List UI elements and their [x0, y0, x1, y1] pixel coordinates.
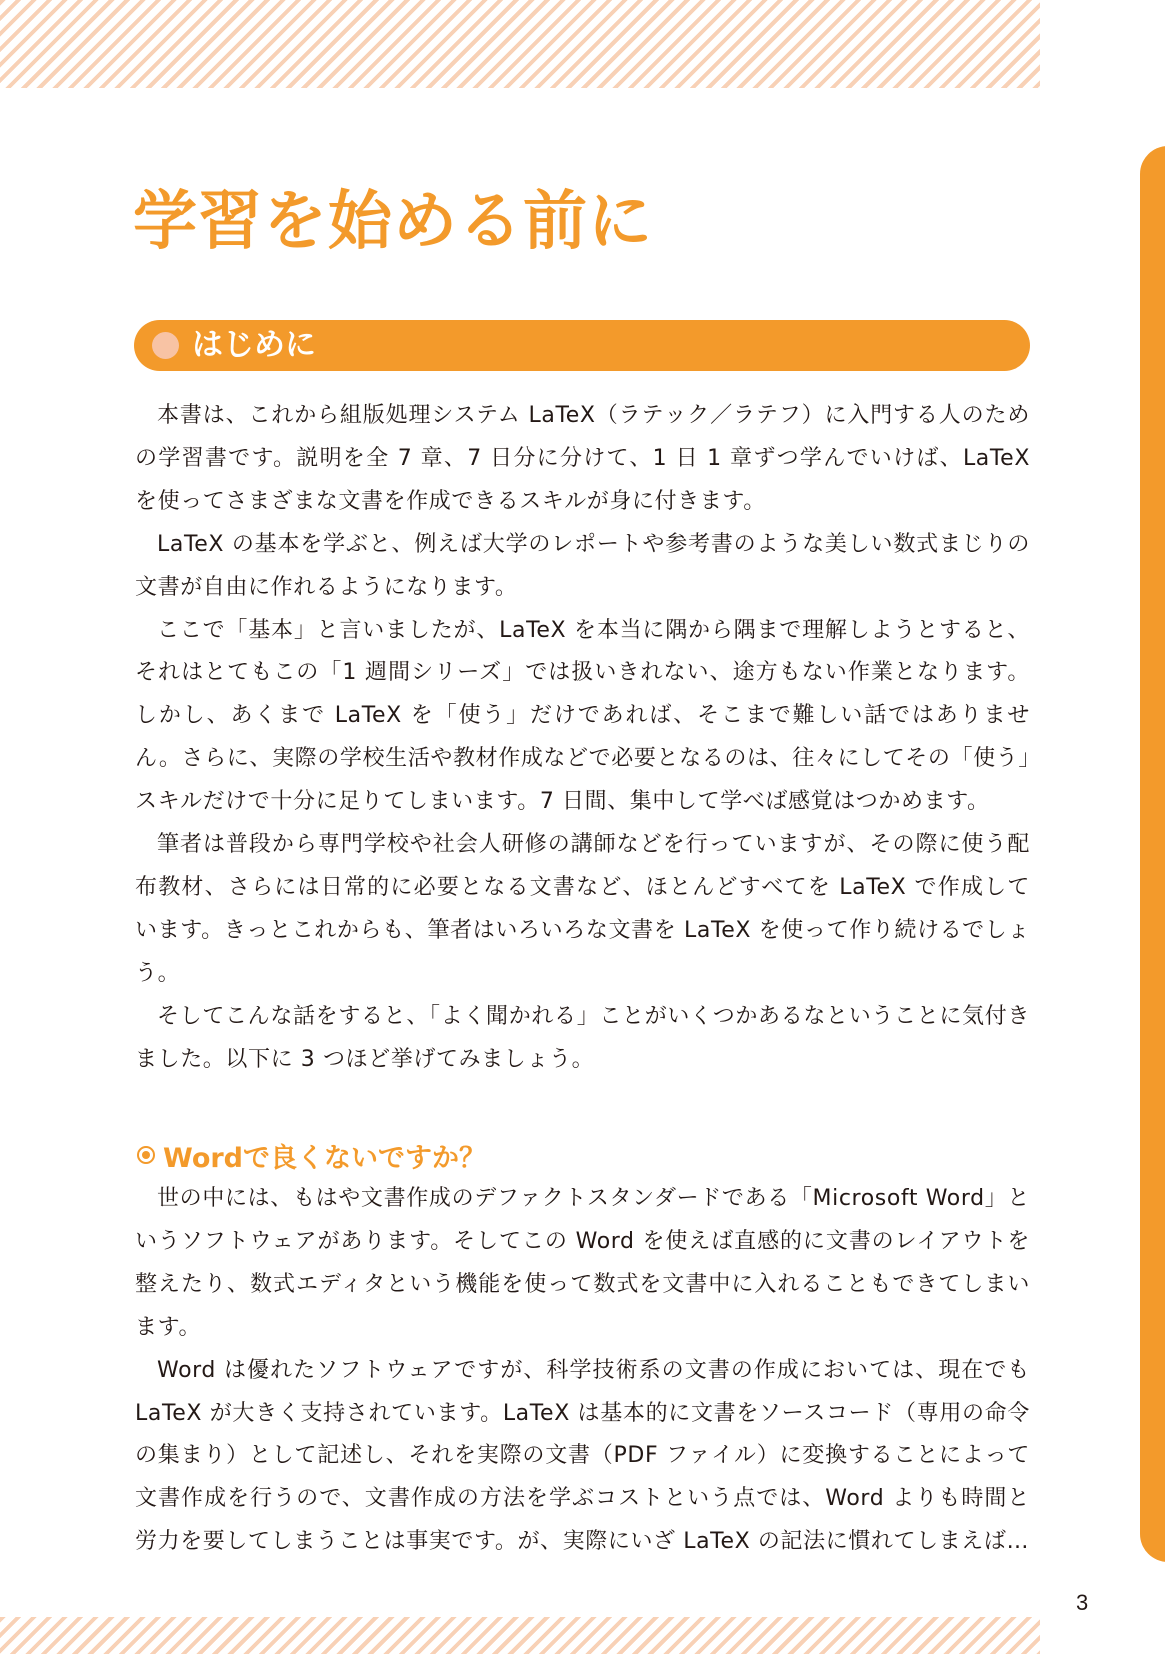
- paragraph: 世の中には、もはや文書作成のデファクトスタンダードである「Microsoft Word」というソフトウェアがあります。そしてこの Word を使えば直感的に文書のレイアウトを整えたり、数式エディタという機能を使って数式を文書中に入れることもできてしまいます。: [135, 1186, 1030, 1340]
- bottom-stripe-decoration: [0, 1617, 1040, 1654]
- paragraph: 筆者は普段から専門学校や社会人研修の講師などを行っていますが、その際に使う配布教材、さらには日常的に必要となる文書など、ほとんどすべてを LaTeX で作成しています。きっとこれからも、筆者はいろいろな文書を LaTeX を使って作り続けるでしょう。: [135, 832, 1030, 986]
- intro-text: [135, 395, 1030, 1082]
- subsection-title: Wordで良くないですか？: [163, 1142, 487, 1174]
- subsection-text: [135, 1178, 1030, 1564]
- page-title: 学習を始める前に: [133, 185, 653, 259]
- page-number: 3: [1076, 1590, 1089, 1615]
- chapter-side-tab: [1140, 146, 1165, 1562]
- subsection-heading: [137, 1135, 486, 1175]
- paragraph: Word は優れたソフトウェアですが、科学技術系の文書の作成においては、現在でも LaTeX が大きく支持されています。LaTeX は基本的に文書をソースコード（専用の命令の集まり）として記述し、それを実際の文書（PDF ファイル）に変換することによって文書作成を行うので、文書作成の方法を学ぶコストという点では、Word よりも時間と労力を要してしまうことは事実です。が、実際にいざ LaTeX の記法に慣れてしまえば…: [135, 1357, 1030, 1555]
- section-header: [134, 320, 1030, 371]
- paragraph: そしてこんな話をすると、「よく聞かれる」ことがいくつかあるなということに気付きました。以下に 3 つほど挙げてみましょう。: [135, 1003, 1030, 1072]
- bullseye-icon: [137, 1146, 155, 1164]
- top-stripe-decoration: [0, 0, 1040, 88]
- paragraph: ここで「基本」と言いましたが、LaTeX を本当に隅から隅まで理解しようとすると、それはとてもこの「1 週間シリーズ」では扱いきれない、途方もない作業となります。しかし、あくまで LaTeX を「使う」だけであれば、そこまで難しい話ではありません。さらに、実際の学校生活や教材作成などで必要となるのは、往々にしてその「使う」スキルだけで十分に足りてしまいます。7 日間、集中して学べば感覚はつかめます。: [135, 617, 1030, 815]
- section-dot-icon: [152, 332, 179, 359]
- section-title: はじめに: [192, 327, 316, 363]
- paragraph: 本書は、これから組版処理システム LaTeX（ラテック／ラテフ）に入門する人のための学習書です。説明を全 7 章、7 日分に分けて、1 日 1 章ずつ学んでいけば、LaTeX を使ってさまざまな文書を作成できるスキルが身に付きます。: [135, 403, 1030, 514]
- paragraph: LaTeX の基本を学ぶと、例えば大学のレポートや参考書のような美しい数式まじりの文書が自由に作れるようになります。: [135, 531, 1030, 600]
